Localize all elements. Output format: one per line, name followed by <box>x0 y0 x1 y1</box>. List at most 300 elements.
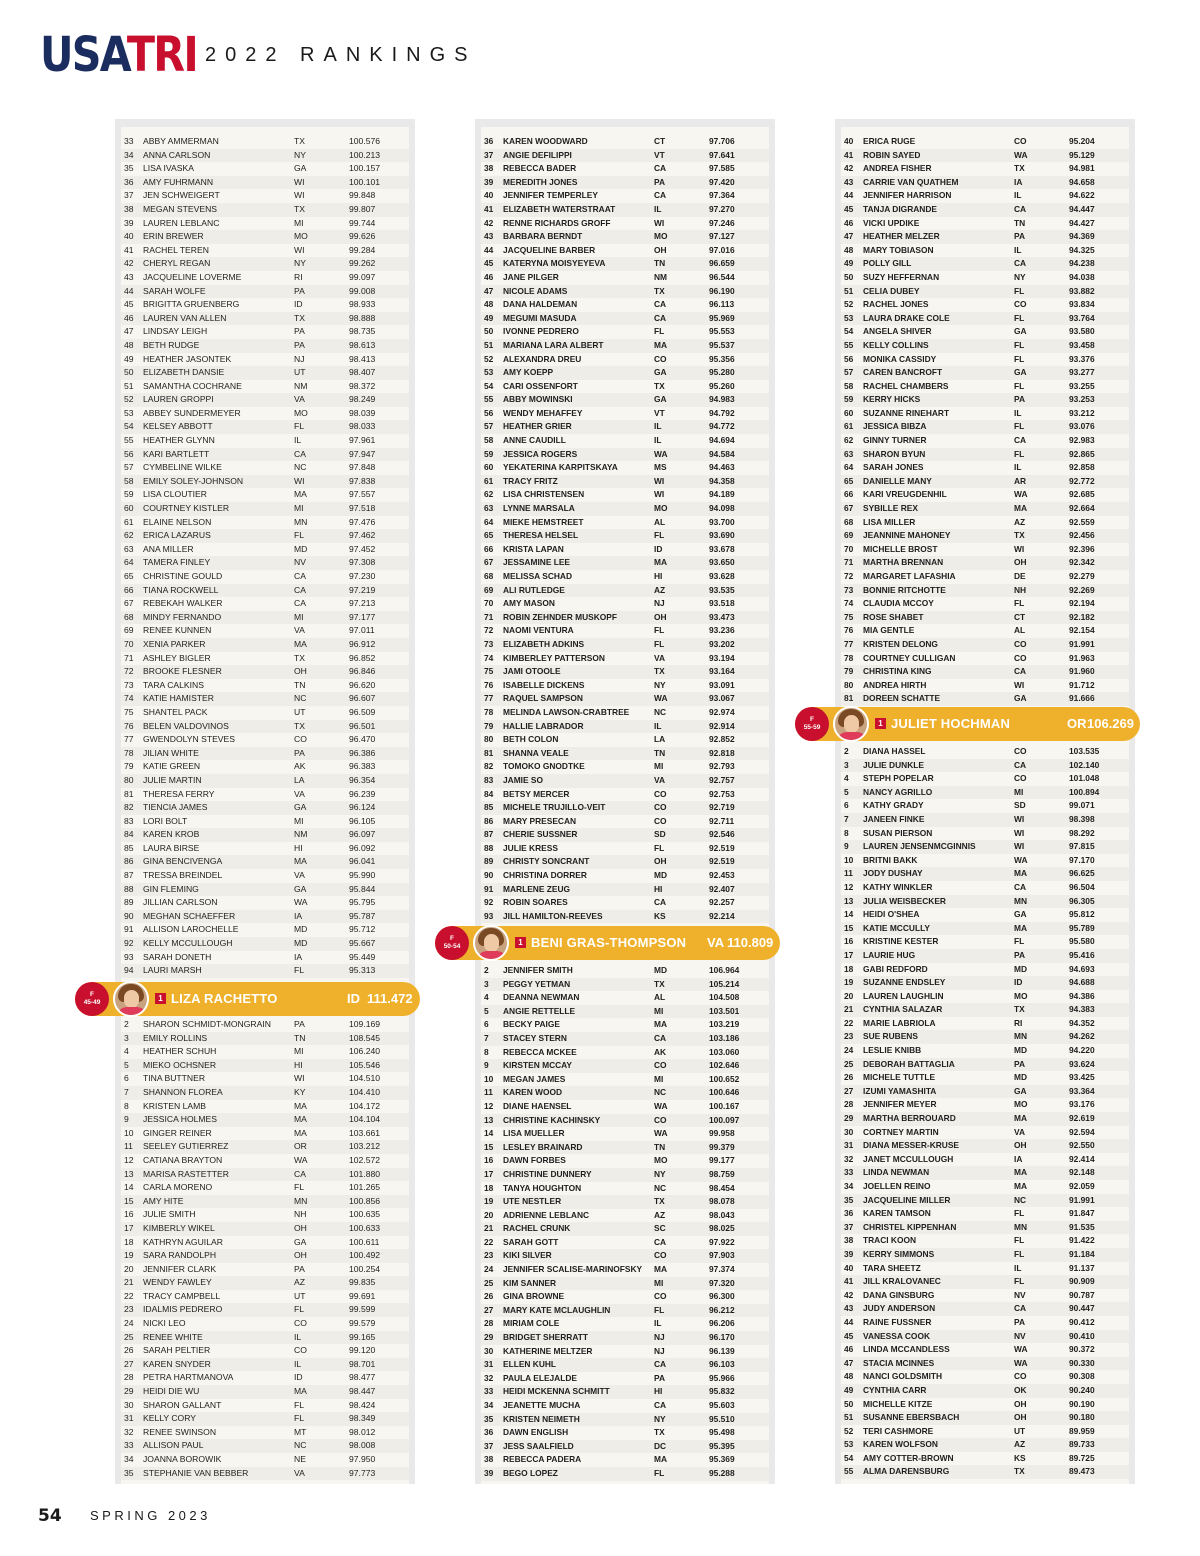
score: 99.626 <box>349 231 376 242</box>
rank: 39 <box>844 1248 854 1259</box>
score: 96.846 <box>349 666 376 677</box>
athlete-name: KRISTEN LAMB <box>143 1100 207 1111</box>
rank: 22 <box>484 1236 494 1247</box>
rank: 92 <box>124 938 134 949</box>
athlete-name: MARTHA BRENNAN <box>863 557 944 568</box>
athlete-name: GINA BENCIVENGA <box>143 856 223 867</box>
athlete-name: ANGELA SHIVER <box>863 326 932 337</box>
score: 98.735 <box>349 326 376 337</box>
rank: 5 <box>124 1059 129 1070</box>
ranking-row <box>841 1384 1129 1398</box>
athlete-name: MICHELE TRUJILLO-VEIT <box>503 802 606 813</box>
rankings-column-3 <box>835 119 1135 1484</box>
state: CO <box>294 1345 307 1356</box>
rank: 21 <box>124 1277 134 1288</box>
rank: 53 <box>844 1439 854 1450</box>
athlete-photo <box>473 925 509 961</box>
athlete-name: CHERYL REGAN <box>143 258 211 269</box>
rank: 83 <box>124 815 134 826</box>
score: 94.098 <box>709 503 735 514</box>
athlete-name: LAUREN GROPPI <box>143 394 214 405</box>
state: MO <box>294 407 308 418</box>
athlete-name: SHARON GALLANT <box>143 1399 222 1410</box>
ranking-row <box>481 393 769 407</box>
score: 97.016 <box>709 244 735 255</box>
athlete-name: KIMBERLY WIKEL <box>143 1222 215 1233</box>
ranking-row <box>481 774 769 788</box>
ranking-row <box>841 867 1129 881</box>
state: TX <box>1014 1466 1025 1477</box>
ranking-row <box>481 543 769 557</box>
rank: 51 <box>844 1412 854 1423</box>
athlete-name: JENNIFER TEMPERLEY <box>503 190 598 201</box>
ranking-row <box>481 217 769 231</box>
state: MO <box>1014 990 1028 1001</box>
athlete-name: SARAH WOLFE <box>143 285 206 296</box>
score: 97.950 <box>349 1454 376 1464</box>
age-group-badge <box>75 982 109 1016</box>
rank: 42 <box>844 1289 854 1300</box>
state: TX <box>654 285 665 296</box>
score: 93.376 <box>1069 353 1095 364</box>
score: 103.535 <box>1069 746 1100 756</box>
ranking-row <box>841 1221 1129 1235</box>
score: 93.882 <box>1069 285 1095 296</box>
rank: 44 <box>484 244 494 255</box>
ranking-row <box>841 745 1129 759</box>
ranking-row <box>121 420 409 434</box>
score: 92.342 <box>1069 557 1095 568</box>
ranking-row <box>841 786 1129 800</box>
rank: 54 <box>484 380 494 391</box>
ranking-list <box>481 964 769 1481</box>
athlete-name: REBECCA BADER <box>503 163 577 174</box>
state: OH <box>294 666 307 677</box>
score: 90.330 <box>1069 1357 1095 1368</box>
athlete-name: MELISSA SCHAD <box>503 571 573 581</box>
rank: 64 <box>844 462 854 473</box>
athlete-name: MARY TOBIASON <box>863 244 934 255</box>
age-group-badge <box>435 926 469 960</box>
ranking-row <box>481 203 769 217</box>
state: VA <box>294 394 305 405</box>
rank: 2 <box>124 1019 129 1029</box>
athlete-name: KRISTEN NEIMETH <box>503 1413 580 1424</box>
athlete-name: RENNE RICHARDS GROFF <box>503 217 611 228</box>
ranking-row <box>481 135 769 149</box>
state: IA <box>294 951 303 962</box>
state: FL <box>1014 1235 1025 1246</box>
state: NV <box>294 557 306 568</box>
state: AZ <box>654 584 666 595</box>
rank: 51 <box>484 339 494 350</box>
state: FL <box>1014 353 1025 364</box>
score: 100.576 <box>349 136 381 146</box>
rank: 7 <box>484 1032 489 1043</box>
ranking-row <box>841 1017 1129 1031</box>
state: CA <box>294 584 306 595</box>
score: 99.691 <box>349 1290 376 1301</box>
rank: 73 <box>484 638 494 649</box>
rank: 71 <box>484 611 494 622</box>
rank: 62 <box>484 489 494 500</box>
score: 94.983 <box>709 394 735 405</box>
score: 90.787 <box>1069 1289 1095 1300</box>
state: MA <box>294 1127 307 1138</box>
score: 108.545 <box>349 1032 381 1043</box>
athlete-name: VICKI UPDIKE <box>863 217 920 228</box>
score: 105.546 <box>349 1059 381 1070</box>
state: NJ <box>294 353 305 364</box>
athlete-name: KIM SANNER <box>503 1277 557 1288</box>
rank: 71 <box>124 652 134 663</box>
state: IA <box>1014 1153 1023 1164</box>
ranking-row <box>121 597 409 611</box>
athlete-name: LAUREN LEBLANC <box>143 217 220 228</box>
rank: 91 <box>124 924 134 935</box>
rank: 77 <box>124 734 134 745</box>
rank: 74 <box>484 652 494 663</box>
athlete-name: ROBIN SOARES <box>503 897 568 908</box>
rank: 68 <box>124 611 134 622</box>
state: MN <box>294 516 308 527</box>
state: MO <box>294 231 308 242</box>
ranking-row <box>121 257 409 271</box>
ranking-row <box>121 570 409 584</box>
score: 91.137 <box>1069 1262 1095 1273</box>
state: ID <box>654 543 663 554</box>
athlete-name: REBEKAH WALKER <box>143 598 223 609</box>
score: 99.958 <box>709 1128 735 1139</box>
state: NC <box>294 462 307 473</box>
score: 109.169 <box>349 1019 381 1029</box>
score: 91.184 <box>1069 1248 1095 1259</box>
state: WI <box>1014 841 1025 852</box>
ranking-row <box>121 910 409 924</box>
score: 97.773 <box>349 1467 376 1478</box>
rank: 60 <box>844 407 854 418</box>
ranking-row <box>121 624 409 638</box>
score: 101.265 <box>349 1182 381 1193</box>
ranking-row <box>121 189 409 203</box>
rank: 79 <box>844 666 854 677</box>
ranking-row <box>121 516 409 530</box>
state: HI <box>294 842 303 853</box>
state: MA <box>654 557 668 568</box>
score: 98.372 <box>349 380 376 391</box>
ranking-row <box>481 692 769 706</box>
ranking-row <box>121 788 409 802</box>
ranking-row <box>841 325 1129 339</box>
rank: 33 <box>124 1440 134 1451</box>
athlete-name: KRISTEN DELONG <box>863 638 938 649</box>
ranking-row <box>841 799 1129 813</box>
state: WI <box>1014 679 1025 690</box>
rank: 46 <box>844 217 854 228</box>
ranking-row <box>841 516 1129 530</box>
ranking-row <box>121 1385 409 1399</box>
state: TX <box>294 652 305 663</box>
score: 94.693 <box>1069 963 1095 974</box>
state: CA <box>294 448 306 459</box>
ranking-row <box>841 244 1129 258</box>
rank: 65 <box>844 475 854 486</box>
state: WI <box>1014 827 1025 838</box>
ranking-row <box>121 1358 409 1372</box>
state: NV <box>1014 1330 1026 1341</box>
state: FL <box>294 1182 305 1193</box>
state: GA <box>1014 693 1027 704</box>
athlete-name: JESSICA BIBZA <box>863 421 927 432</box>
score: 92.182 <box>1069 611 1095 622</box>
ranking-row <box>121 1032 409 1046</box>
state: CO <box>654 1114 667 1125</box>
state: CA <box>654 190 667 201</box>
score: 104.508 <box>709 992 740 1003</box>
athlete-name: ALEXANDRA DREU <box>503 353 582 364</box>
rank: 23 <box>124 1304 134 1315</box>
score: 96.170 <box>709 1332 735 1343</box>
ranking-row <box>481 516 769 530</box>
ranking-row <box>481 801 769 815</box>
ranking-row <box>481 149 769 163</box>
ranking-row <box>121 1249 409 1263</box>
rank: 30 <box>124 1399 134 1410</box>
state: FL <box>1014 339 1025 350</box>
score: 89.725 <box>1069 1452 1095 1463</box>
rank: 80 <box>124 774 134 785</box>
state: TN <box>654 747 666 758</box>
state: CA <box>1014 203 1027 214</box>
athlete-name: EMILY SOLEY-JOHNSON <box>143 475 244 486</box>
athlete-name: KARI BARTLETT <box>143 448 210 459</box>
ranking-row <box>841 461 1129 475</box>
rank: 68 <box>484 571 494 581</box>
rank: 45 <box>844 1330 854 1341</box>
score: 96.097 <box>349 829 376 840</box>
athlete-name: STEPH POPELAR <box>863 773 934 784</box>
score: 94.238 <box>1069 258 1095 269</box>
score: 92.279 <box>1069 571 1095 581</box>
score: 96.354 <box>349 774 376 785</box>
state: PA <box>1014 1316 1026 1327</box>
rank: 86 <box>484 815 494 826</box>
ranking-row <box>121 692 409 706</box>
state: OH <box>654 611 667 622</box>
rank: 59 <box>844 394 854 405</box>
ranking-row <box>841 570 1129 584</box>
ranking-row <box>841 895 1129 909</box>
rank: 85 <box>484 802 494 813</box>
athlete-name: TIENCIA JAMES <box>143 802 208 813</box>
score: 94.622 <box>1069 190 1095 201</box>
rank: 25 <box>844 1058 854 1069</box>
athlete-name: LAURA BIRSE <box>143 842 200 853</box>
state: IL <box>1014 244 1022 255</box>
state: AZ <box>654 1209 666 1220</box>
ranking-row <box>841 1452 1129 1466</box>
score: 98.033 <box>349 421 376 432</box>
state: WI <box>654 489 665 500</box>
score: 95.395 <box>709 1440 735 1451</box>
rank: 78 <box>484 706 494 717</box>
rank: 52 <box>844 299 854 310</box>
ranking-row <box>841 1275 1129 1289</box>
ranking-row <box>841 1003 1129 1017</box>
score: 92.818 <box>709 747 735 758</box>
athlete-name: CATIANA BRAYTON <box>143 1154 223 1165</box>
rank: 14 <box>124 1182 134 1193</box>
athlete-name: MARIE LABRIOLA <box>863 1017 936 1028</box>
athlete-name: STACIA MCINNES <box>863 1357 935 1368</box>
ranking-row <box>841 1370 1129 1384</box>
athlete-name: JENNIFER SMITH <box>503 965 573 975</box>
athlete-name: TINA BUTTNER <box>143 1073 206 1084</box>
rank: 72 <box>124 666 134 677</box>
score: 99.120 <box>349 1345 376 1356</box>
rank: 94 <box>124 965 134 976</box>
athlete-name: KAREN WOODWARD <box>503 136 588 146</box>
rank: 35 <box>484 1413 494 1424</box>
state: VT <box>654 407 665 418</box>
state: MI <box>294 217 304 228</box>
ranking-row <box>121 1303 409 1317</box>
state: CA <box>654 312 667 323</box>
rank: 10 <box>844 854 854 865</box>
athlete-name: MIEKO OCHSNER <box>143 1059 217 1070</box>
rank: 87 <box>124 870 134 881</box>
rank: 37 <box>484 149 494 160</box>
ranking-row <box>481 1154 769 1168</box>
winner-state: OR <box>1067 716 1087 731</box>
rank: 43 <box>844 176 854 187</box>
state: OH <box>654 856 667 867</box>
state: GA <box>294 883 307 894</box>
score: 101.880 <box>349 1168 381 1179</box>
rank: 15 <box>484 1141 494 1152</box>
state: IA <box>1014 176 1023 187</box>
athlete-name: MICHELLE KITZE <box>863 1398 933 1409</box>
ranking-row <box>481 720 769 734</box>
score: 92.983 <box>1069 435 1095 446</box>
rank: 60 <box>484 462 494 473</box>
ranking-row <box>481 1453 769 1467</box>
ranking-row <box>481 1209 769 1223</box>
athlete-name: KIMBERLEY PATTERSON <box>503 652 605 663</box>
rank: 67 <box>484 557 494 568</box>
athlete-name: NANCY AGRILLO <box>863 786 933 797</box>
state: TX <box>294 136 305 146</box>
rank: 34 <box>844 1181 854 1191</box>
score: 93.236 <box>709 625 735 636</box>
score: 98.025 <box>709 1223 735 1234</box>
ranking-row <box>481 325 769 339</box>
rank: 89 <box>124 897 134 908</box>
rank: 69 <box>484 584 494 595</box>
ranking-row <box>841 353 1129 367</box>
ranking-row <box>121 679 409 693</box>
rank: 9 <box>484 1060 489 1071</box>
ranking-row <box>121 801 409 815</box>
rank: 81 <box>124 788 134 799</box>
state: IL <box>654 203 662 214</box>
ranking-row <box>841 1085 1129 1099</box>
score: 95.832 <box>709 1386 735 1397</box>
rank: 57 <box>844 367 854 378</box>
state: MI <box>294 503 304 514</box>
score: 98.413 <box>349 353 376 364</box>
athlete-name: TERI CASHMORE <box>863 1425 934 1436</box>
rank: 42 <box>844 163 854 174</box>
rank: 79 <box>124 761 134 772</box>
rank: 50 <box>484 326 494 337</box>
ranking-row <box>481 556 769 570</box>
athlete-name: CHERIE SUSSNER <box>503 829 578 840</box>
athlete-name: GWENDOLYN STEVES <box>143 734 236 745</box>
rank: 82 <box>484 761 494 772</box>
ranking-row <box>481 420 769 434</box>
ranking-row <box>121 1086 409 1100</box>
athlete-name: SARAH JONES <box>863 462 924 473</box>
ranking-row <box>481 910 769 924</box>
ranking-row <box>481 529 769 543</box>
ranking-row <box>121 1412 409 1426</box>
athlete-name: AMY FUHRMANN <box>143 176 214 187</box>
rank: 41 <box>124 244 134 255</box>
rank: 24 <box>844 1045 854 1056</box>
ranking-row <box>841 1425 1129 1439</box>
score: 103.212 <box>349 1141 381 1152</box>
athlete-name: LISA MILLER <box>863 516 916 527</box>
ranking-row <box>121 923 409 937</box>
athlete-name: SUZY HEFFERNAN <box>863 271 940 282</box>
state: NC <box>294 693 307 704</box>
athlete-name: RENEE SWINSON <box>143 1426 217 1437</box>
rank: 24 <box>484 1264 494 1275</box>
rank: 25 <box>484 1277 494 1288</box>
rank: 8 <box>124 1100 129 1111</box>
state: TX <box>294 203 305 214</box>
athlete-name: JENNIFER MEYER <box>863 1099 937 1110</box>
score: 95.356 <box>709 353 735 364</box>
score: 97.364 <box>709 190 735 201</box>
ranking-row <box>481 271 769 285</box>
athlete-name: NICOLE ADAMS <box>503 285 568 296</box>
athlete-name: JEANETTE MUCHA <box>503 1400 581 1410</box>
athlete-name: JANEEN FINKE <box>863 813 925 824</box>
ranking-row <box>841 665 1129 679</box>
ranking-row <box>121 1181 409 1195</box>
ranking-row <box>121 353 409 367</box>
rank: 61 <box>844 421 854 432</box>
rank: 35 <box>124 1467 134 1478</box>
state: PA <box>294 747 305 758</box>
athlete-name: KATIE MCCULLY <box>863 922 930 933</box>
score: 102.140 <box>1069 759 1100 770</box>
athlete-name: ABBY AMMERMAN <box>143 136 219 146</box>
state: FL <box>1014 312 1025 323</box>
ranking-row <box>841 1398 1129 1412</box>
rank: 81 <box>484 747 494 758</box>
score: 98.477 <box>349 1372 376 1383</box>
rank: 70 <box>484 598 494 609</box>
age-group-badge <box>795 707 829 741</box>
athlete-name: ERICA LAZARUS <box>143 530 211 541</box>
state: MI <box>294 815 304 826</box>
state: MA <box>294 489 307 500</box>
score: 96.912 <box>349 638 376 649</box>
athlete-name: KARI VREUGDENHIL <box>863 489 947 500</box>
